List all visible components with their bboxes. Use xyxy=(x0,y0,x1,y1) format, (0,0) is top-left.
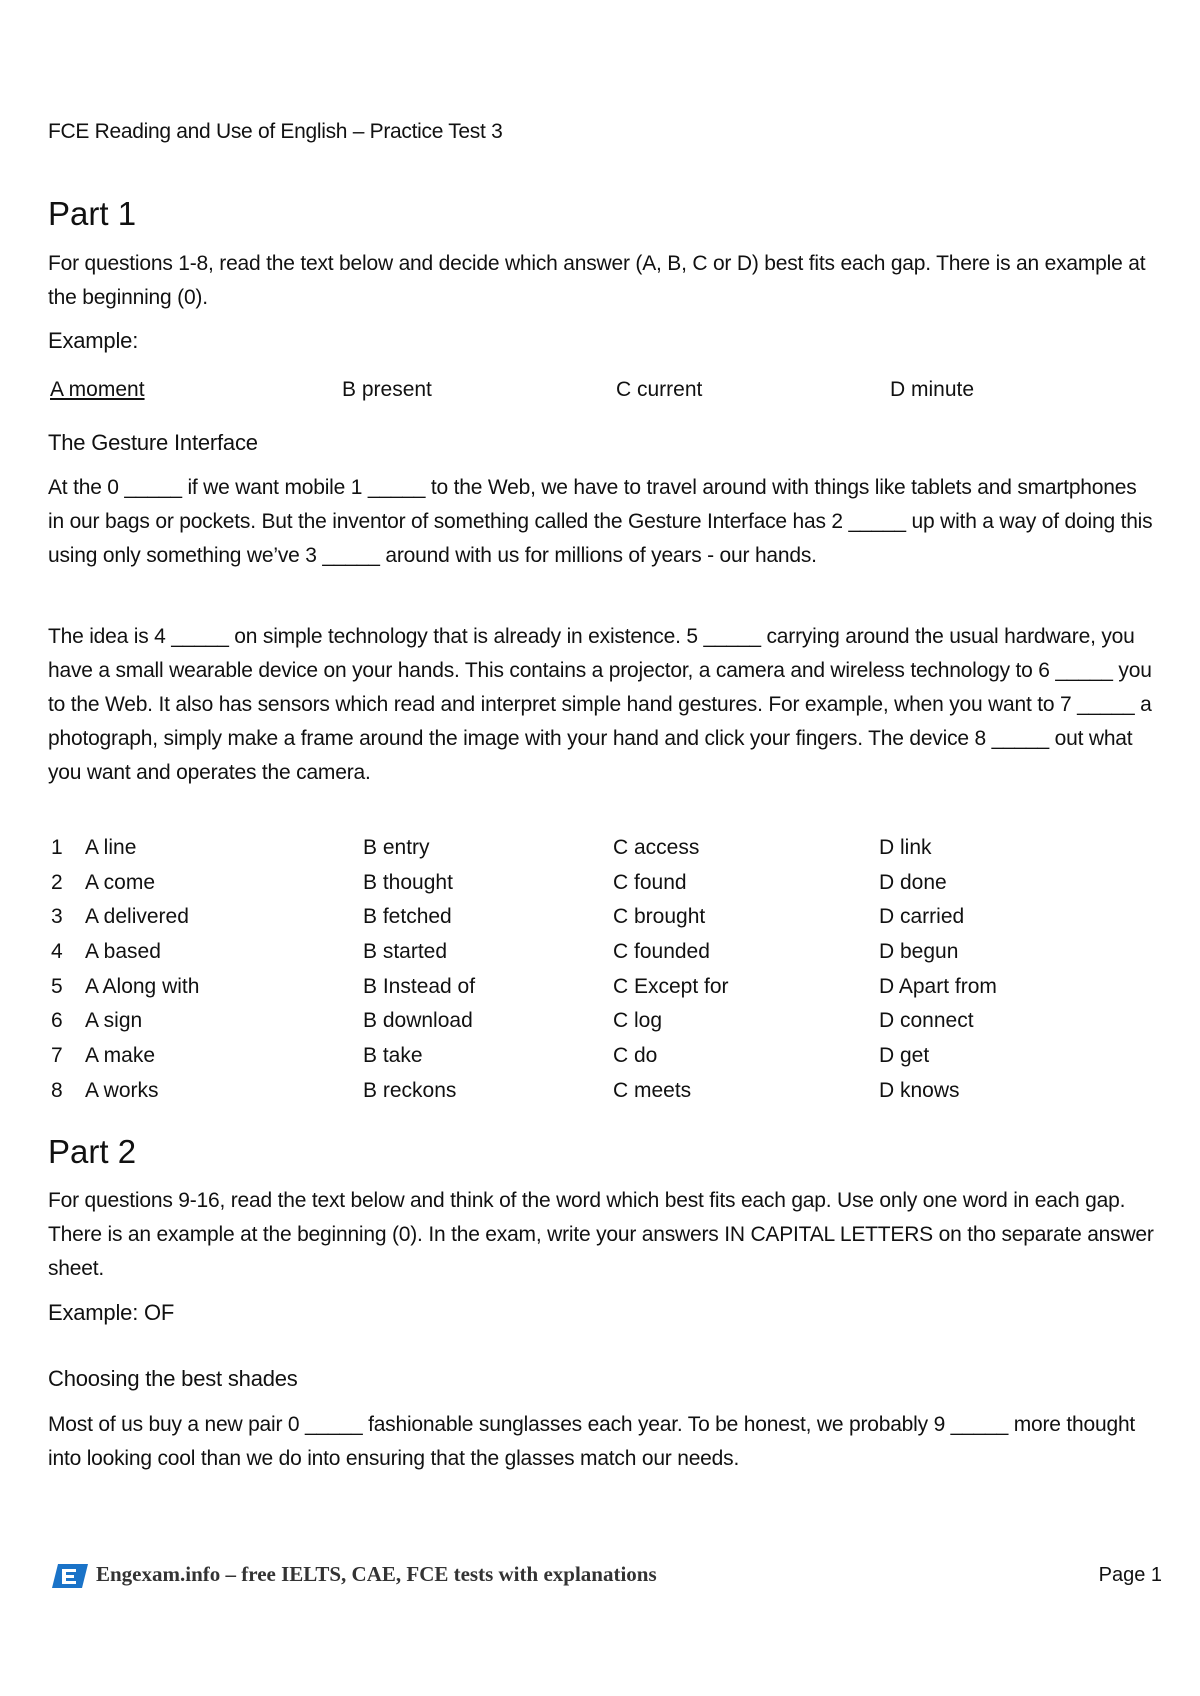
option-c: C meets xyxy=(613,1078,692,1102)
option-c: C log xyxy=(613,1009,663,1033)
option-d: D begun xyxy=(879,940,959,964)
part2-instructions: For questions 9-16, read the text below and think of the word which best fits each gap. Use only one word in each gap. There is an example at the beginning (0). In the exam, write your answers IN CAPITAL LETTERS on tho separate answer sheet. xyxy=(48,1189,1154,1280)
part2-example: Example: OF xyxy=(48,1300,175,1325)
option-a: A make xyxy=(85,1044,156,1068)
engexam-logo-icon xyxy=(52,1564,88,1588)
option-c: C founded xyxy=(613,940,710,964)
option-c: C Except for xyxy=(613,974,729,998)
document-title: FCE Reading and Use of English – Practice Test 3 xyxy=(48,120,503,143)
question-row xyxy=(48,1009,1158,1044)
question-row xyxy=(48,1044,1158,1079)
question-number: 2 xyxy=(51,870,63,894)
option-b: B take xyxy=(363,1044,423,1068)
question-number: 4 xyxy=(51,940,63,964)
option-b: B entry xyxy=(363,836,430,859)
page-number: Page 1 xyxy=(1098,1564,1162,1586)
part1-example-label: Example: xyxy=(48,328,139,353)
part1-question-table xyxy=(48,836,1158,1114)
option-a: A come xyxy=(85,870,156,894)
part2-heading: Part 2 xyxy=(48,1133,137,1170)
option-b: B started xyxy=(363,940,448,964)
question-number: 7 xyxy=(51,1044,63,1068)
part2-text-title: Choosing the best shades xyxy=(48,1366,298,1391)
option-b: B fetched xyxy=(363,905,452,929)
question-number: 1 xyxy=(51,836,63,859)
example-option-c: C current xyxy=(616,378,703,401)
option-d: D knows xyxy=(879,1078,960,1102)
part1-heading: Part 1 xyxy=(48,195,137,232)
footer-site-text: Engexam.info – free IELTS, CAE, FCE tests with explanations xyxy=(96,1562,657,1586)
part1-example-options xyxy=(48,378,1158,412)
option-b: B thought xyxy=(363,870,453,894)
option-b: B Instead of xyxy=(363,974,476,998)
option-c: C do xyxy=(613,1044,658,1068)
part1-paragraph-1: At the 0 _____ if we want mobile 1 _____ to the Web, we have to travel around with things like tablets and smartphones in our bags or pockets. But the inventor of something called the Gesture Interface has 2 _____ up with a way of doing this using only something we’ve 3 _____ around with us for millions of years - our hands. xyxy=(48,476,1153,567)
option-c: C found xyxy=(613,870,687,894)
option-b: B download xyxy=(363,1009,473,1033)
option-a: A Along with xyxy=(85,974,200,998)
option-d: D done xyxy=(879,870,947,894)
option-b: B reckons xyxy=(363,1078,457,1102)
option-d: D link xyxy=(879,836,932,859)
question-row xyxy=(48,905,1158,940)
option-d: D carried xyxy=(879,905,965,929)
option-a: A line xyxy=(85,836,137,859)
example-option-a: A moment xyxy=(50,378,145,401)
option-d: D connect xyxy=(879,1009,974,1033)
option-d: D Apart from xyxy=(879,974,997,998)
question-number: 8 xyxy=(51,1078,63,1102)
part2-paragraph-1: Most of us buy a new pair 0 _____ fashionable sunglasses each year. To be honest, we probably 9 _____ more thought into looking cool than we do into ensuring that the glasses match our needs. xyxy=(48,1413,1136,1470)
page-footer xyxy=(52,1560,1162,1594)
question-row xyxy=(48,940,1158,975)
part1-text-title: The Gesture Interface xyxy=(48,430,258,455)
question-row xyxy=(48,1079,1158,1114)
part1-paragraph-2: The idea is 4 _____ on simple technology that is already in existence. 5 _____ carrying around the usual hardware, you have a small wearable device on your hands. This contains a projector, a camera and wireless technology to 6 _____ you to the Web. It also has sensors which read and interpret simple hand gestures. For example, when you want to 7 _____ a photograph, simply make a frame around the image with your hand and click your fingers. The device 8 _____ out what you want and operates the camera. xyxy=(48,625,1152,784)
question-number: 6 xyxy=(51,1009,63,1033)
option-a: A delivered xyxy=(85,905,189,929)
option-d: D get xyxy=(879,1044,930,1068)
example-option-b: B present xyxy=(342,378,432,401)
question-number: 5 xyxy=(51,974,63,998)
question-row xyxy=(48,975,1158,1010)
option-a: A works xyxy=(85,1078,159,1102)
question-row xyxy=(48,836,1158,871)
example-option-d: D minute xyxy=(890,378,975,401)
option-c: C access xyxy=(613,836,700,859)
option-a: A based xyxy=(85,940,161,964)
question-number: 3 xyxy=(51,905,63,929)
question-row xyxy=(48,871,1158,906)
part1-instructions: For questions 1-8, read the text below and decide which answer (A, B, C or D) best fits each gap. There is an example at the beginning (0). xyxy=(48,252,1146,309)
option-c: C brought xyxy=(613,905,706,929)
option-a: A sign xyxy=(85,1009,143,1033)
